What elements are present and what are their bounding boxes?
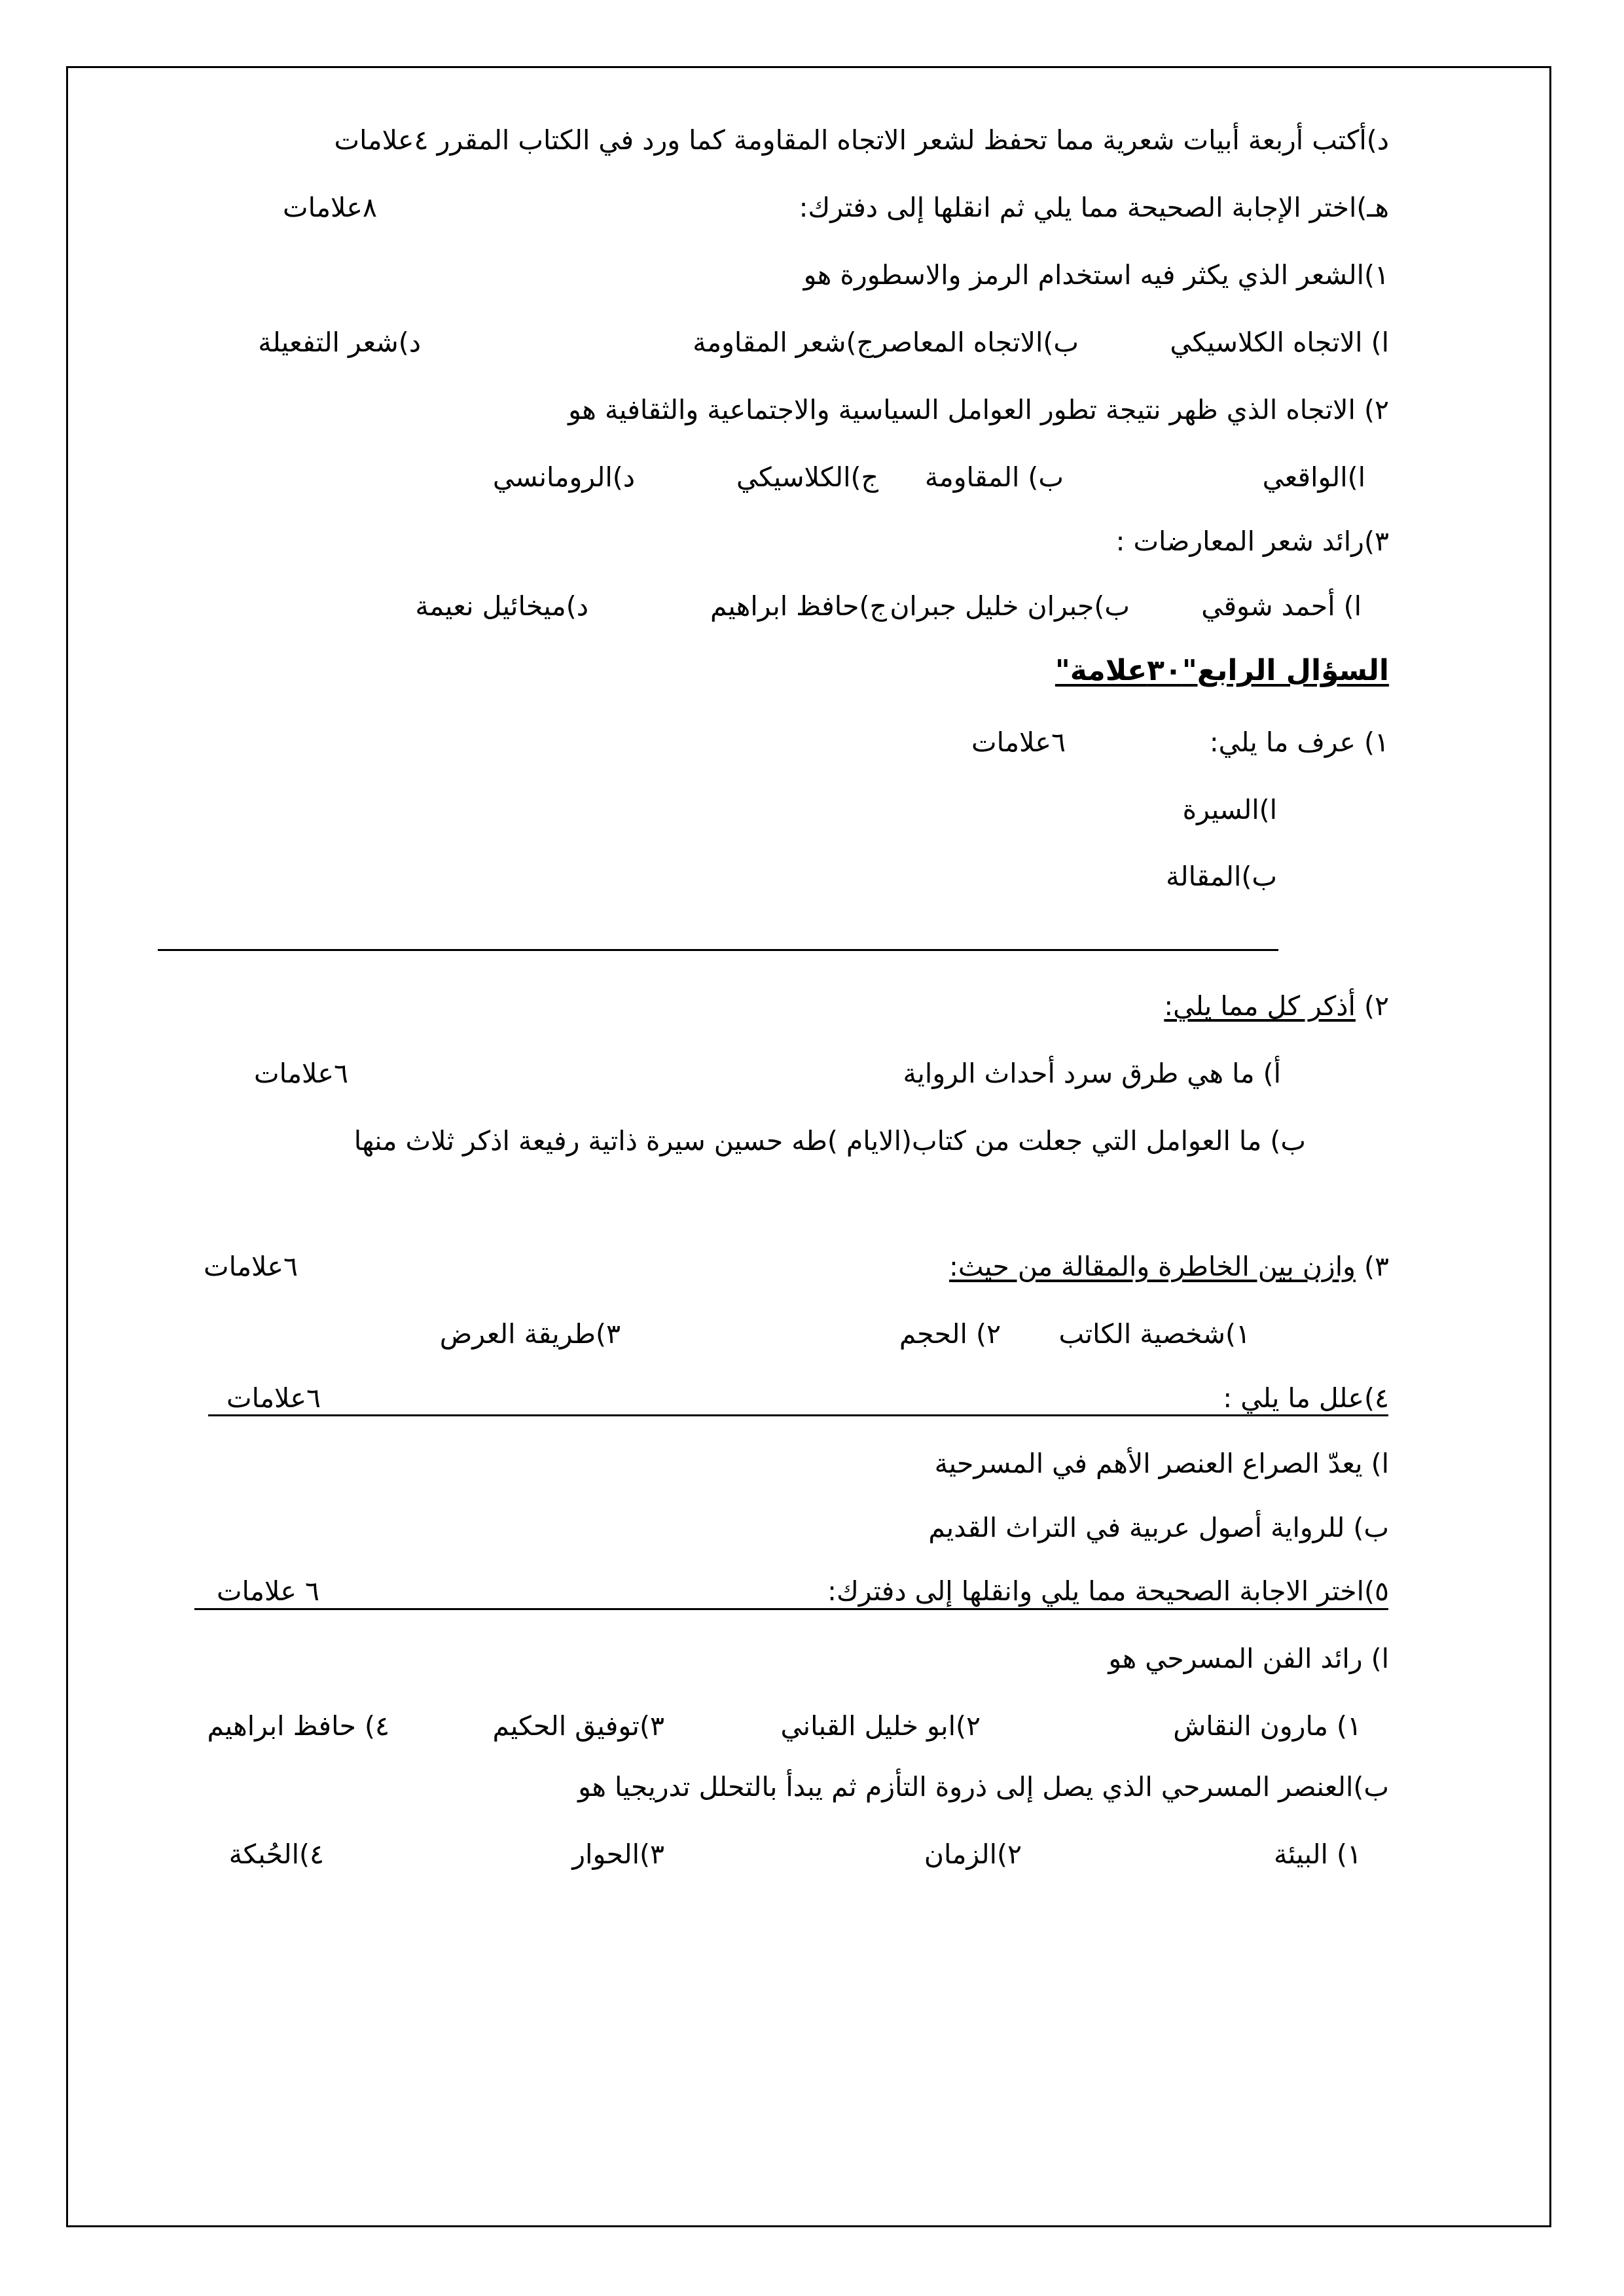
mcq3-question: ٣)رائد شعر المعارضات : bbox=[1115, 526, 1389, 557]
mention-item-b: ب) ما العوامل التي جعلت من كتاب(الايام )طه حسين سيرة ذاتية رفيعة اذكر ثلاث منها bbox=[353, 1125, 1306, 1157]
mcq4-option-1: ١) مارون النقاش bbox=[1173, 1710, 1362, 1742]
define-marks: ٦علامات bbox=[971, 726, 1066, 758]
define-item-a: ا)السيرة bbox=[1182, 794, 1277, 825]
answer-line bbox=[158, 949, 1278, 951]
choose-label: ٥)اختر الاجابة الصحيحة مما يلي وانقلها إلى دفترك: bbox=[827, 1575, 1389, 1607]
mcq3-option-b: ب)جبران خليل جبران bbox=[890, 590, 1130, 622]
mcq1-option-a: ا) الاتجاه الكلاسيكي bbox=[1170, 327, 1389, 358]
mcq2-option-b: ب) المقاومة bbox=[924, 461, 1064, 493]
compare-point-3: ٣)طريقة العرض bbox=[439, 1318, 621, 1350]
mcq1-option-c: ج)شعر المقاومة bbox=[693, 327, 874, 358]
compare-point-1: ١)شخصية الكاتب bbox=[1058, 1318, 1250, 1350]
choose-underline bbox=[194, 1608, 1388, 1610]
mcq5-option-4: ٤)الحُبكة bbox=[228, 1839, 324, 1870]
justify-item-b: ب) للرواية أصول عربية في التراث القديم bbox=[928, 1512, 1389, 1543]
mcq3-option-d: د)ميخائيل نعيمة bbox=[415, 590, 588, 622]
mcq1-option-d: د)شعر التفعيلة bbox=[258, 327, 421, 358]
mcq4-option-3: ٣)توفيق الحكيم bbox=[492, 1710, 664, 1742]
mcq2-option-c: ج)الكلاسيكي bbox=[736, 461, 878, 493]
mention-number: ٢) bbox=[1363, 990, 1389, 1022]
mcq5-option-2: ٢)الزمان bbox=[924, 1839, 1022, 1870]
mcq3-option-a: ا) أحمد شوقي bbox=[1201, 590, 1362, 622]
justify-label: ٤)علل ما يلي : bbox=[1223, 1382, 1389, 1414]
mcq5-question: ب)العنصر المسرحي الذي يصل إلى ذروة التأزم ثم يبدأ بالتحلل تدريجيا هو bbox=[578, 1771, 1389, 1803]
mention-item-a-marks: ٦علامات bbox=[253, 1058, 348, 1089]
mcq3-option-c: ج)حافظ ابراهيم bbox=[710, 590, 887, 622]
q-h-text: هـ)اختر الإجابة الصحيحة مما يلي ثم انقلها إلى دفترك: bbox=[799, 192, 1389, 223]
mcq5-option-3: ٣)الحوار bbox=[572, 1839, 664, 1870]
mcq4-option-4: ٤) حافظ ابراهيم bbox=[207, 1710, 389, 1742]
mcq1-option-b: ب)الاتجاه المعاصر bbox=[875, 327, 1079, 358]
mention-label bbox=[1164, 988, 1389, 1024]
mcq1-question: ١)الشعر الذي يكثر فيه استخدام الرمز والاسطورة هو bbox=[803, 259, 1389, 291]
justify-marks: ٦علامات bbox=[226, 1382, 321, 1414]
mcq5-option-1: ١) البيئة bbox=[1273, 1839, 1362, 1870]
compare-marks: ٦علامات bbox=[203, 1251, 298, 1282]
compare-title: وازن بين الخاطرة والمقالة من حيث: bbox=[949, 1251, 1356, 1282]
mcq2-question: ٢) الاتجاه الذي ظهر نتيجة تطور العوامل السياسية والاجتماعية والثقافية هو bbox=[568, 394, 1389, 425]
define-item-b: ب)المقالة bbox=[1166, 861, 1277, 892]
justify-item-a: ا) يعدّ الصراع العنصر الأهم في المسرحية bbox=[934, 1448, 1389, 1479]
choose-marks: ٦ علامات bbox=[216, 1575, 319, 1607]
mention-title: أذكر كل مما يلي: bbox=[1164, 990, 1356, 1022]
compare-point-2: ٢) الحجم bbox=[899, 1318, 1001, 1350]
mcq2-option-a: ا)الواقعي bbox=[1262, 461, 1365, 493]
mcq4-question: ا) رائد الفن المسرحي هو bbox=[1108, 1643, 1389, 1674]
mcq2-option-d: د)الرومانسي bbox=[492, 461, 635, 493]
mcq4-option-2: ٢)ابو خليل القباني bbox=[780, 1710, 981, 1742]
compare-label bbox=[949, 1248, 1389, 1285]
justify-underline bbox=[208, 1414, 1388, 1416]
mention-item-a: أ) ما هي طرق سرد أحداث الرواية bbox=[903, 1058, 1281, 1089]
define-label: ١) عرف ما يلي: bbox=[1209, 726, 1389, 758]
q-h-marks: ٨علامات bbox=[282, 192, 377, 223]
q-d-text: د)أكتب أربعة أبيات شعرية مما تحفظ لشعر الاتجاه المقاومة كما ورد في الكتاب المقرر ٤علامات bbox=[334, 124, 1389, 156]
section-4-title: السؤال الرابع"٣٠علامة" bbox=[1055, 654, 1389, 687]
compare-number: ٣) bbox=[1363, 1251, 1389, 1282]
